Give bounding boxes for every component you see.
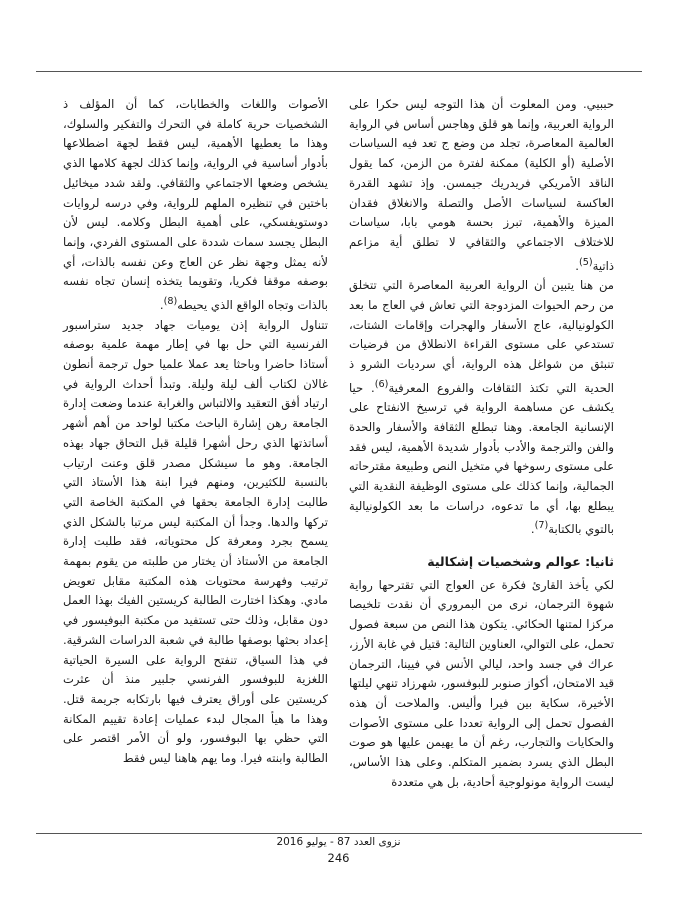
paragraph: الأصوات واللغات والخطابات، كما أن المؤلف ذ الشخصيات حرية كاملة في التحرك والتفكير والسلوك، وهذا ما يعطيها الأهمية، ليس فقط لجهة اضطلاعها بأدوار أساسية في الرواية، وإنما كذلك لجهة كلامها الذي يشخص وضعها الاجتماعي والثقافي. ولقد شدد ميخائيل باختين في تنظيره الملهم للرواية، وفي درسه لروايات دوستويفسكي، على أهمية البطل وكلامه. ليس لأن البطل يجسد سمات شددة على المستوى الفردي، وإنما لأنه يمثل وجهة نظر عن العاج وعن نفسه بالذات، أي بوصفه موقفا فكريا، وتقويما يتخذه إنسان تجاه نفسه بالذات وتجاه الواقع الذي يحيطه$^{(8)}$.: [63, 97, 328, 312]
paragraph: من هنا يتبين أن الرواية العربية المعاصرة التي تتخلق من رحم الحيوات المزدوجة التي تعاش في العاج ما بعد الكولونيالية، عاج الأسفار والهجرات وإقامات الشتات، تستدعي على مستوى القراءة الانطلاق من فرضيات تنبثق من شواغل هذه الرواية، أي سرديات الشرو ذ الحدية التي تكتذ الثقافات والفروع المعرفية$^{(6)}$. حيا يكشف عن مساهمة الرواية في ترسيخ الانفتاح على الإنسانية الجامعة. وهنا تبطلع الثقافة والأسفار والحدة والفن والترجمة والأدب بأدوار شديدة الأهمية، ليس فقد على مستوى رسوخها في متخيل النص وطبيعة مقترحاته الجمالية، وإنما كذلك على مستوى الوظيفة النقدية التي يبطلع بها، أي ما تدعوه، دراسات ما بعد الكولونيالية بالتوي بالكتابة$^{(7)}$.: [349, 278, 615, 537]
journal-issue: نزوى العدد 87 - يوليو 2016: [276, 836, 401, 848]
page-number: 246: [327, 851, 350, 865]
paragraph: حببيي. ومن المعلوت أن هذا التوجه ليس حكرا على الرواية العربية، وإنما هو قلق وهاجس أساس في الرواية العالمية المعاصرة، تجلد من وضع ج تعد فيه السياسات الأصلية (أو الكلية) ممكنة لفترة من الزمن، كما يقول الناقد الأمريكي فريدريك جيمسن. وإذ تشهد القدرة العاكسة لسياسات الأصل والتصلة والانغلاق فقدان الميزة والأهمية، تبرز بحسة هومي بابا، سياسات للاختلاف الاجتماعي والثقافي لا تطلق أية مزاعم ذاتية$^{(5)}$.: [349, 97, 614, 273]
paragraph: لكي يأخذ القارئ فكرة عن العواج التي تقترحها رواية شهوة الترجمان، نرى من البمروري أن نقدت تلخيصا مركزا لمتنها الحكائي. يتكون هذا النص من سبعة فصول تحمل، على التوالي، العناوين التالية: قتيل في غابة الأرز، عراك في جسد واحد، ليالي الأنس في فيينا، الترجمان قيد الامتحان، أكواز صنوبر للبوفسور، شهرزاد تنهي ليلتها الأخيرة، سكاية بين فيرا وأليس. والملاحت أن هذه الفصول تحمل إلى الرواية تعددا على مستوى الأصوات والحكايات والتجارب، رغم أن ما يهيمن عليها هو صوت البطل الذي يسرد بضمير المتكلم. وعلى هذا الأساس، ليست الرواية مونولوجية أحادية، بل هي متعددة: [349, 577, 614, 789]
paragraph-text: . حيا يكشف عن مساهمة الرواية في ترسيخ الانفتاح على الإنسانية الجامعة. وهنا تبطلع الثقافة والأسفار والحدة والفن والترجمة والأدب بأدوار شديدة الأهمية، ليس فقد على مستوى رسوخها في متخيل النص وطبيعة مقترحاته الجمالية، وإنما كذلك على مستوى الوظيفة النقدية التي يبطلع بها، أي ما تدعوه، دراسات ما بعد الكولونيالية بالتوي بالكتابة: [349, 380, 614, 537]
footnote-ref: (7): [534, 520, 549, 532]
paragraph-text: من هنا يتبين أن الرواية العربية المعاصرة التي تتخلق من رحم الحيوات المزدوجة التي تعاش في العاج ما بعد الكولونيالية، عاج الأسفار والهجرات وإقامات الشتات، تستدعي على مستوى القراءة الانطلاق من فرضيات تنبثق من شواغل هذه الرواية، أي سرديات الشرو ذ الحدية التي تكتذ الثقافات والفروع المعرفية: [349, 278, 615, 395]
left-column: [63, 95, 328, 769]
section-heading: ثانيا: عوالم وشخصيات إشكالية: [427, 554, 614, 570]
footer-rule: [36, 833, 642, 834]
paragraph: تتناول الرواية إذن يوميات جهاد جديد ستراسبور الفرنسية التي حل بها في إطار مهمة علمية بوصفه أستاذا حاضرا وباحثا يعد عملا علميا حول ترجمة أنطون غالان لكتاب ألف ليلة وليلة. وتبدأ أحداث الرواية في ارتياد أفق التعقيد والالتباس والغرابة عندما وضعت إدارة الجامعة رهن إشارة الباحث مكتبا لواحد من أهم أشهر أساتذتها الذي رحل أشهرا قليلة قبل التحاق جهاد بهذه الجامعة. وهو ما سيشكل مصدر قلق وعنت ارتياب بالنسبة للكثيرين، ومنهم فيرا ابنة هذا الأستاذ التي طالبت إدارة الجامعة بحقها في المكتبة الخاصة التي تركها والدها. وجدأ أن المكتبة ليس مرتبا بالشكل الذي يسمح بجرد ومعرفة كل محتوياته، فقد طلبت إدارة الجامعة من الأستاذ أن يختار من طلبته من يقوم بمهمة ترتيب وفهرسة محتويات هذه المكتبة مقابل تعويض مادي. وهكذا اختارت الطالبة كريستين الفيك بهذا العمل دون مقابل، وذلك حتى تستفيد من مكتبة البوفيسور في إعداد بحثها بوصفها طالبة في شعبة الدراسات الشرقية. في هذا السياق، تنفتح الرواية على السيرة الحياتية اللغزية للبوفسور الفرنسي جلبير منذ أن عثرت كريستين على أوراق يعترف فيها بارتكابه جريمة قتل. وهذا ما هيأ المجال لبدء عمليات إعادة تقييم المكانة التي حظي بها البوفسور، ولو أن الأمر اقتصر على الطالبة وابنته فيرا. وما يهم هاهنا ليس فقط: [63, 317, 328, 766]
footnote-ref: (5): [578, 256, 593, 268]
footnote-ref: (6): [374, 378, 389, 390]
paragraph-text: الأصوات واللغات والخطابات، كما أن المؤلف ذ الشخصيات حرية كاملة في التحرك والتفكير والسلوك، وهذا ما يعطيها الأهمية، ليس فقط لجهة اضطلاعها بأدوار أساسية في الرواية، وإنما كذلك لجهة كلامها الذي يشخص وضعها الاجتماعي والثقافي. ولقد شدد ميخائيل باختين في تنظيره الملهم للرواية، وفي درسه لروايات دوستويفسكي، على أهمية البطل وكلامه. ليس لأن البطل يجسد سمات شددة على المستوى الفردي، وإنما لأنه يمثل وجهة نظر عن العاج وعن نفسه بالذات، أي بوصفه موقفا فكريا، وتقويما يتخذه إنسان تجاه نفسه بالذات وتجاه الواقع الذي يحيطه: [63, 97, 328, 312]
footnote-ref: (8): [163, 296, 178, 308]
header-rule: [36, 71, 642, 72]
paragraph-text: حببيي. ومن المعلوت أن هذا التوجه ليس حكرا على الرواية العربية، وإنما هو قلق وهاجس أساس في الرواية العالمية المعاصرة، تجلد من وضع ج تعد فيه السياسات الأصلية (أو الكلية) ممكنة لفترة من الزمن، كما يقول الناقد الأمريكي فريدريك جيمسن. وإذ تشهد القدرة العاكسة لسياسات الأصل والتصلة والانغلاق فقدان الميزة والأهمية، تبرز بحسة هومي بابا، سياسات للاختلاف الاجتماعي والثقافي لا تطلق أية مزاعم ذاتية: [349, 97, 614, 273]
right-column: [349, 95, 614, 792]
